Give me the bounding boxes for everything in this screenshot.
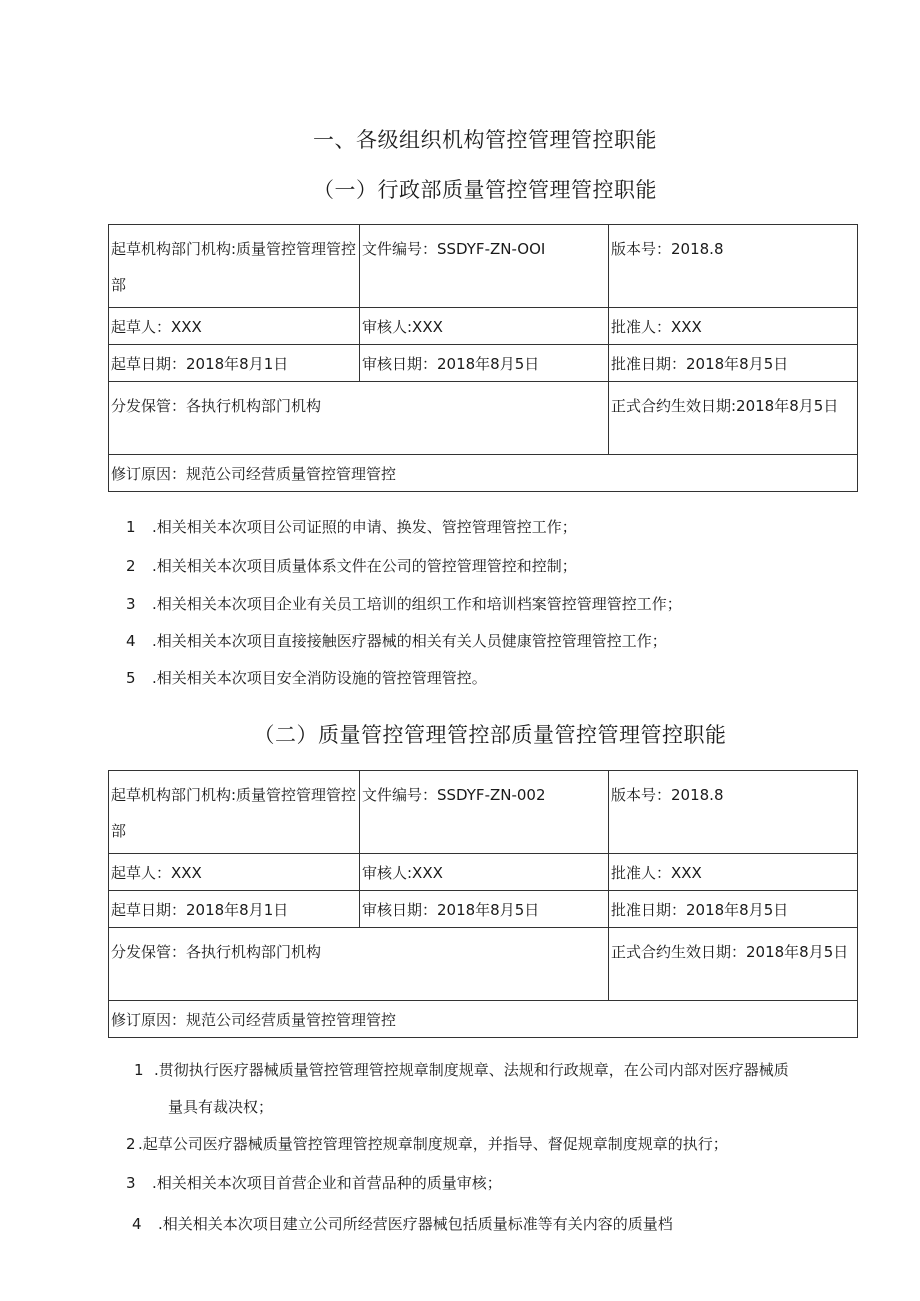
revision-reason-cell: 修订原因：规范公司经营质量管控管理管控 [109,1001,858,1038]
draft-date-cell: 起草日期：2018年8月1日 [109,345,360,382]
reviewer-cell: 审核人:XXX [360,308,609,345]
distribution-cell: 分发保管：各执行机构部门机构 [109,928,609,1001]
approve-date-cell: 批准日期：2018年8月5日 [609,345,858,382]
approve-date-cell: 批准日期：2018年8月5日 [609,891,858,928]
version-cell: 版本号：2018.8 [609,225,858,308]
effective-date-cell: 正式合约生效日期:2018年8月5日 [609,382,858,455]
review-date-cell: 审核日期：2018年8月5日 [360,891,609,928]
list-item: 4 .相关相关本次项目建立公司所经营医疗器械包括质量标准等有关内容的质量档 [132,1215,673,1233]
drafting-dept-cell: 起草机构部门机构:质量管控管理管控部 [109,225,360,308]
list-item: 5 .相关相关本次项目安全消防设施的管控管理管控。 [126,669,487,687]
drafter-cell: 起草人：XXX [109,854,360,891]
approver-cell: 批准人：XXX [609,854,858,891]
version-cell: 版本号：2018.8 [609,771,858,854]
list-item: 4 .相关相关本次项目直接接触医疗器械的相关有关人员健康管控管理管控工作； [126,632,667,650]
distribution-cell: 分发保管：各执行机构部门机构 [109,382,609,455]
approver-cell: 批准人：XXX [609,308,858,345]
section1-title: （一）行政部质量管控管理管控职能 [313,178,657,202]
effective-date-cell: 正式合约生效日期：2018年8月5日 [609,928,858,1001]
section2-doc-table [108,770,858,1038]
list-item: 1 .相关相关本次项目公司证照的申请、换发、管控管理管控工作； [126,518,577,536]
doc-number-cell: 文件编号：SSDYF-ZN-OOI [360,225,609,308]
section2-title: （二）质量管控管理管控部质量管控管理管控职能 [253,723,727,747]
drafting-dept-cell: 起草机构部门机构:质量管控管理管控部 [109,771,360,854]
list-item-continuation: 量具有裁决权； [168,1098,274,1116]
main-heading: 一、各级组织机构管控管理管控职能 [313,128,657,152]
review-date-cell: 审核日期：2018年8月5日 [360,345,609,382]
list-item: 3 .相关相关本次项目企业有关员工培训的组织工作和培训档案管控管理管控工作； [126,595,682,613]
list-item: 3 .相关相关本次项目首营企业和首营品种的质量审核； [126,1174,502,1192]
list-item: 1 .贯彻执行医疗器械质量管控管理管控规章制度规章、法规和行政规章，在公司内部对医疗器械质 [134,1061,789,1079]
reviewer-cell: 审核人:XXX [360,854,609,891]
draft-date-cell: 起草日期：2018年8月1日 [109,891,360,928]
doc-number-cell: 文件编号：SSDYF-ZN-002 [360,771,609,854]
revision-reason-cell: 修订原因：规范公司经营质量管控管理管控 [109,455,858,492]
section1-doc-table [108,224,858,492]
list-item: 2 .相关相关本次项目质量体系文件在公司的管控管理管控和控制； [126,557,577,575]
drafter-cell: 起草人：XXX [109,308,360,345]
list-item: 2 .起草公司医疗器械质量管控管理管控规章制度规章，并指导、督促规章制度规章的执行； [126,1135,728,1153]
